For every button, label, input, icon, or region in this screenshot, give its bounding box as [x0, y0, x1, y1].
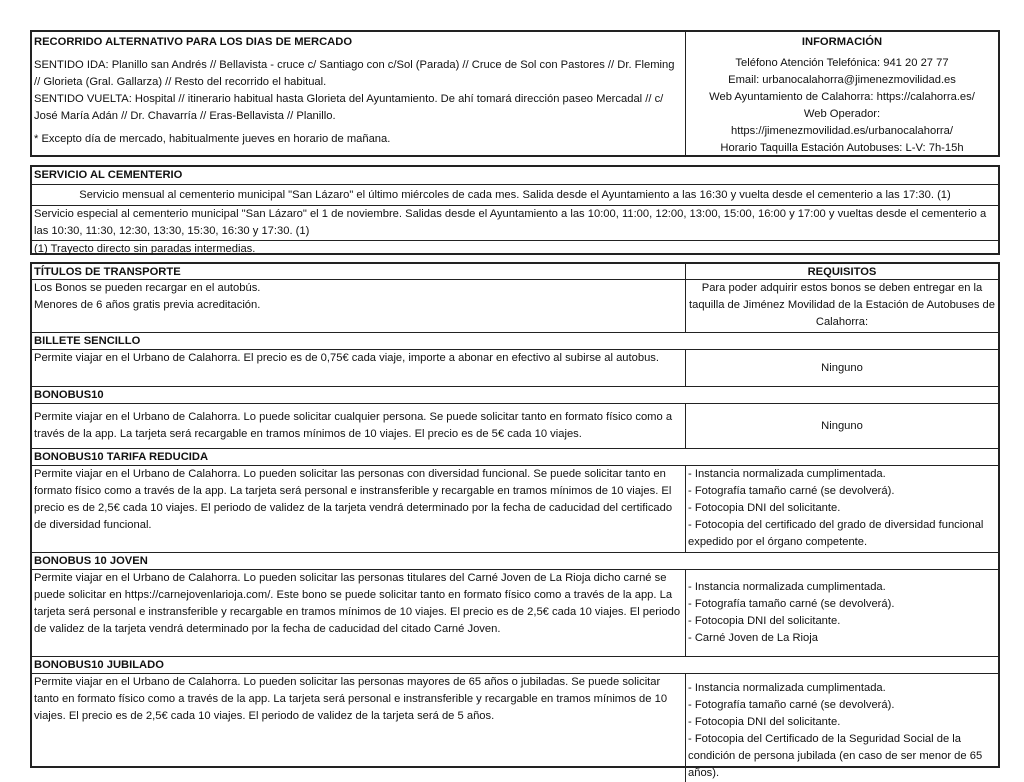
cementerio-title: SERVICIO AL CEMENTERIO [34, 169, 183, 181]
info-web-operador-label: Web Operador: [803, 108, 881, 120]
recorrido-note: * Excepto día de mercado, habitualmente jueves en horario de mañana. [34, 133, 391, 145]
titulo-desc-billete-sencillo: Permite viajar en el Urbano de Calahorra. El precio es de 0,75€ cada viaje, importe a abonar en efectivo al subirse al autobus. [32, 350, 686, 386]
req-item: - Fotocopia DNI del solicitante. [688, 615, 841, 627]
titulo-name-billete-sencillo: BILLETE SENCILLO [34, 335, 141, 347]
titulo-name-jubilado: BONOBUS10 JUBILADO [34, 659, 164, 671]
info-web-operador-url: https://jimenezmovilidad.es/urbanocalahorra/ [730, 125, 953, 137]
req-item: - Instancia normalizada cumplimentada. [688, 682, 886, 694]
cementerio-block [30, 165, 1000, 255]
titulos-title: TÍTULOS DE TRANSPORTE [32, 264, 686, 279]
info-email: Email: urbanocalahorra@jimenezmovilidad.es [728, 74, 956, 86]
titulo-name-tarifa-reducida: BONOBUS10 TARIFA REDUCIDA [34, 451, 209, 463]
titulos-intro-menores: Menores de 6 años gratis previa acreditación. [34, 299, 261, 311]
req-item: - Carné Joven de La Rioja [688, 632, 818, 644]
recorrido-title: RECORRIDO ALTERNATIVO PARA LOS DIAS DE MERCADO [34, 36, 353, 48]
req-item: - Instancia normalizada cumplimentada. [688, 468, 886, 480]
titulo-desc-bonobus10: Permite viajar en el Urbano de Calahorra. Lo puede solicitar cualquier persona. Se puede solicitar tanto en formato físico como a través de la app. La tarjeta será recargable en tramos mínimos de 10 viajes. El precio es de 5€ cada 10 viajes. [34, 411, 673, 440]
sentido-vuelta-text: SENTIDO VUELTA: Hospital // itinerario habitual hasta Glorieta del Ayuntamiento. De ahí tomará dirección paseo Mercadal // c/ José María Adán // Dr. Chavarría // Eras-Bellavista // Planillo. [34, 93, 664, 122]
req-item: - Fotografía tamaño carné (se devolverá). [688, 699, 895, 711]
titulo-desc-joven: Permite viajar en el Urbano de Calahorra. Lo pueden solicitar las personas titulares del Carné Joven de La Rioja dicho carné se puede solicitar en https://carnejovenlarioja.com/. Este bono se puede solicitar tanto en formato físico como a través de la app. La tarjeta será personal e instransferible y recargable en tramos mínimos de 10 viajes. El precio es de 2,5€ cada 10 viajes. El periodo de validez de la tarjeta vendrá determinado por la fecha de caducidad del citado Carné Joven. [32, 570, 686, 656]
info-horario: Horario Taquilla Estación Autobuses: L-V: 7h-15h [720, 142, 964, 154]
titulos-intro-recarga: Los Bonos se pueden recargar en el autobús. [34, 282, 261, 294]
req-item: - Fotocopia DNI del solicitante. [688, 716, 841, 728]
titulo-desc-jubilado: Permite viajar en el Urbano de Calahorra. Lo pueden solicitar las personas mayores de 65 años o jubiladas. Se puede solicitar tanto en formato físico como a través de la app. La tarjeta será personal e instransferible y recargable en tramos mínimos de 10 viajes. El precio es de 2,5€ cada 10 viajes. El periodo de validez de la tarjeta será de 5 años. [32, 674, 686, 782]
informacion-title: INFORMACIÓN [801, 36, 883, 48]
requisitos-intro: Para poder adquirir estos bonos se deben entregar en la taquilla de Jiménez Movilidad de la Estación de Autobuses de Calahorra: [689, 282, 995, 328]
titulo-name-bonobus10: BONOBUS10 [34, 389, 104, 401]
req-item: - Fotocopia del Certificado de la Seguridad Social de la condición de persona jubilada (en caso de ser menor de 65 años). [688, 733, 983, 779]
info-phone: Teléfono Atención Telefónica: 941 20 27 77 [735, 57, 949, 69]
titulo-name-joven: BONOBUS 10 JOVEN [34, 555, 148, 567]
req-item: - Instancia normalizada cumplimentada. [688, 581, 886, 593]
recorrido-cell [32, 32, 686, 155]
titulos-block [30, 262, 1000, 779]
req-item: - Fotografía tamaño carné (se devolverá). [688, 485, 895, 497]
req-item: - Fotografía tamaño carné (se devolverá). [688, 598, 895, 610]
titulo-req-billete-sencillo: Ninguno [821, 361, 863, 374]
titulo-desc-tarifa-reducida: Permite viajar en el Urbano de Calahorra. Lo pueden solicitar las personas con diversidad funcional. Se puede solicitar tanto en formato físico como a través de la app. La tarjeta será personal e instransferible y recargable en tramos mínimos de 10 viajes. El precio es de 2,5€ cada 10 viajes. El periodo de validez de la tarjeta vendrá determinado por la fecha de caducidad del certificado de diversidad funcional. [32, 466, 686, 552]
info-web-ayuntamiento: Web Ayuntamiento de Calahorra: https://calahorra.es/ [709, 91, 975, 103]
sentido-ida-text: SENTIDO IDA: Planillo san Andrés // Bellavista - cruce c/ Santiago con c/Sol (Parada) // Cruce de Sol con Pastores // Dr. Fleming // Glorieta (Gral. Gallarza) // Resto del recorrido el habitual. [34, 59, 675, 88]
titulo-req-bonobus10: Ninguno [821, 419, 863, 432]
requisitos-title: REQUISITOS [807, 266, 877, 278]
req-item: - Fotocopia del certificado del grado de diversidad funcional expedido por el órgano competente. [688, 519, 984, 548]
informacion-cell [686, 32, 998, 155]
cementerio-mensual-text: Servicio mensual al cementerio municipal "San Lázaro" el último miércoles de cada mes. Salida desde el Ayuntamiento a las 16:30 y vuelta desde el cementerio a las 17:30. (1) [79, 188, 951, 201]
cementerio-note: (1) Trayecto directo sin paradas intermedias. [34, 243, 256, 255]
recorrido-block [30, 30, 1000, 157]
cementerio-especial-text: Servicio especial al cementerio municipal "San Lázaro" el 1 de noviembre. Salidas desde el Ayuntamiento a las 10:00, 11:00, 12:00, 13:00, 15:00, 16:00 y 17:00 y vueltas desde el cementerio a las 10:30, 11:30, 12:30, 13:30, 15:30, 16:30 y 17:30. (1) [34, 208, 987, 237]
req-item: - Fotocopia DNI del solicitante. [688, 502, 841, 514]
